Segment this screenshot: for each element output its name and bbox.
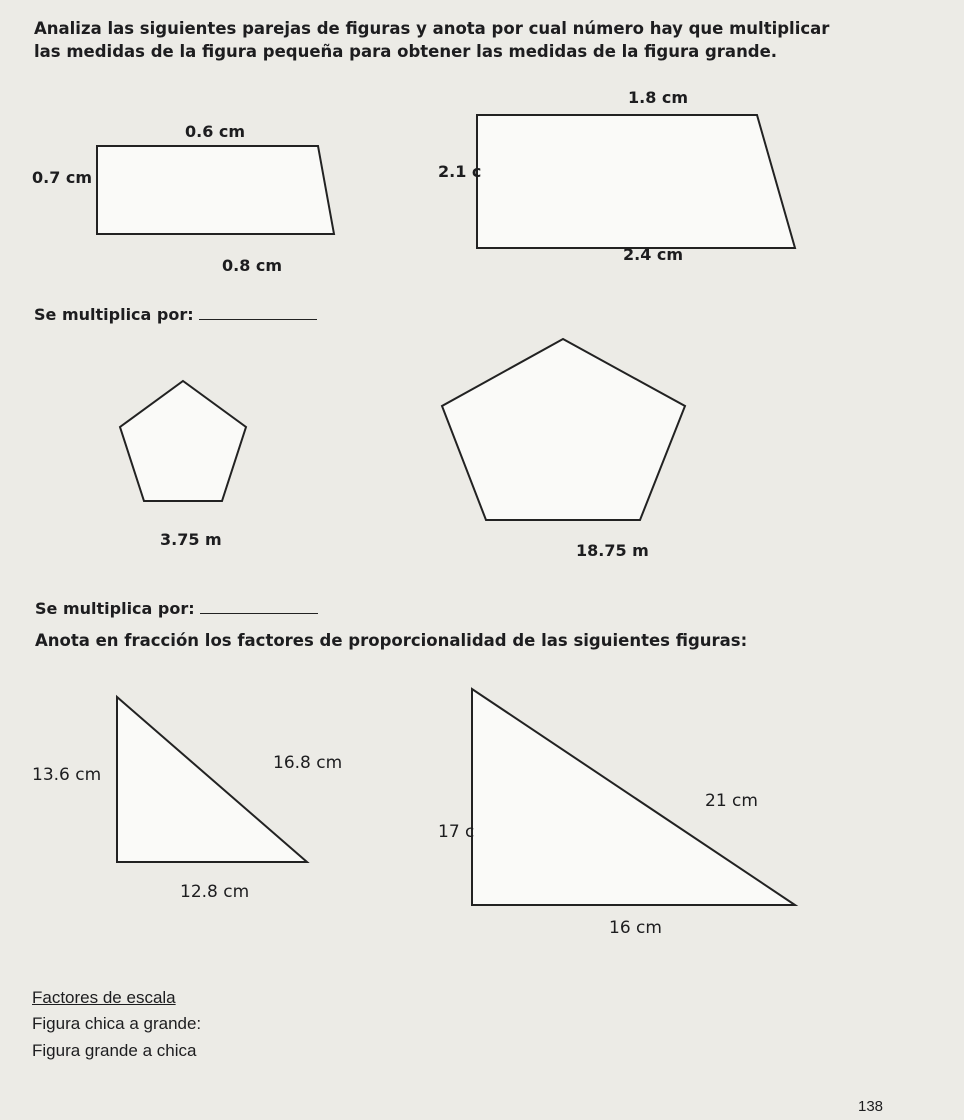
big-triangle-hypotenuse-label: 21 cm bbox=[705, 791, 758, 811]
big-triangle-vertical-label: 17 c bbox=[438, 822, 475, 842]
big-triangle-base-label: 16 cm bbox=[609, 918, 662, 938]
small-pentagon bbox=[120, 381, 246, 501]
small-triangle-hypotenuse-label: 16.8 cm bbox=[273, 753, 343, 773]
multiply-label-1: Se multiplica por: bbox=[34, 305, 194, 324]
scale-factors-title: Factores de escala bbox=[32, 988, 176, 1007]
multiply-label-2: Se multiplica por: bbox=[35, 599, 195, 618]
multiply-prompt-2 bbox=[35, 599, 318, 618]
small-to-big-label: Figura chica a grande: bbox=[32, 1014, 202, 1033]
small-trapezoid-top-label: 0.6 cm bbox=[185, 122, 246, 141]
small-trapezoid bbox=[97, 146, 334, 234]
multiply-prompt-1 bbox=[34, 305, 317, 324]
big-trapezoid-bottom-label: 2.4 cm bbox=[623, 245, 684, 264]
big-to-small-label: Figura grande a chica bbox=[32, 1041, 197, 1060]
answer-blank-1[interactable] bbox=[199, 305, 317, 320]
small-triangle bbox=[117, 697, 307, 862]
small-trapezoid-bottom-label: 0.8 cm bbox=[222, 256, 283, 275]
small-triangle-vertical-label: 13.6 cm bbox=[32, 765, 102, 785]
big-trapezoid-top-label: 1.8 cm bbox=[628, 88, 689, 107]
page-number: 138 bbox=[858, 1098, 884, 1115]
instruction-line-2: las medidas de la figura pequeña para obtener las medidas de la figura grande. bbox=[34, 42, 778, 61]
big-pentagon bbox=[442, 339, 685, 520]
small-trapezoid-side-label: 0.7 cm bbox=[32, 168, 93, 187]
instruction-line-1: Analiza las siguientes parejas de figuras y anota por cual número hay que multiplicar bbox=[34, 19, 830, 38]
fraction-heading: Anota en fracción los factores de proporcionalidad de las siguientes figuras: bbox=[35, 631, 748, 650]
big-trapezoid bbox=[477, 115, 795, 248]
big-trapezoid-side-label: 2.1 c bbox=[438, 162, 482, 181]
small-triangle-base-label: 12.8 cm bbox=[180, 882, 250, 902]
small-pentagon-side-label: 3.75 m bbox=[160, 530, 222, 549]
answer-blank-2[interactable] bbox=[200, 599, 318, 614]
big-pentagon-side-label: 18.75 m bbox=[576, 541, 649, 560]
